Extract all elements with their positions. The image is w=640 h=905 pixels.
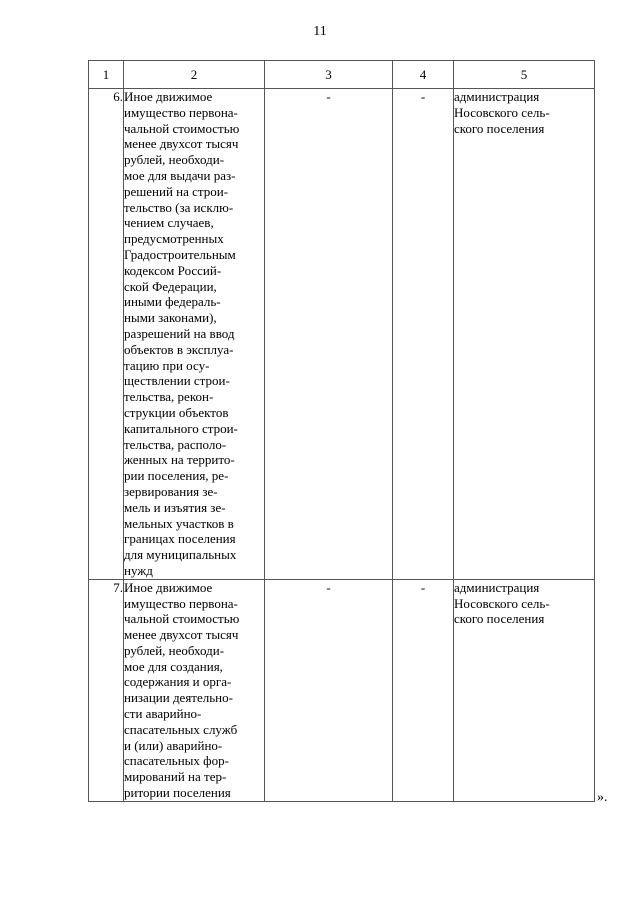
- row-number: 6.: [89, 89, 124, 580]
- table-header-row: [89, 61, 595, 89]
- column-header-2: 2: [124, 61, 265, 89]
- owner-cell: администрация Носовского сель- ского поселения: [454, 89, 595, 580]
- property-description: Иное движимое имущество первона- чальной стоимостью менее двухсот тысяч рублей, необходи- мое для выдачи раз- решений на строи- тельство (за исклю- чением случаев, предусмотренных Градостроительным кодексом Россий- ской Федерации, иными федераль- ными законами), разрешений на ввод объектов в эксплуа- тацию при осу- ществлении строи- тельства, рекон- струкции объектов капитального строи- тельства, располо- женных на террито- рии поселения, ре- зервирования зе- мель и изъятия зе- мельных участков в границах поселения для муниципальных нужд: [124, 89, 265, 580]
- table-row: [89, 89, 595, 580]
- property-table: [88, 60, 595, 802]
- closing-quote-mark: ».: [597, 790, 608, 805]
- owner-cell: администрация Носовского сель- ского поселения: [454, 579, 595, 801]
- column-header-5: 5: [454, 61, 595, 89]
- page-number: 11: [313, 24, 327, 39]
- cell-col4: -: [393, 579, 454, 801]
- cell-col3: -: [265, 579, 393, 801]
- table-row: [89, 579, 595, 801]
- column-header-1: 1: [89, 61, 124, 89]
- cell-col3: -: [265, 89, 393, 580]
- property-description: Иное движимое имущество первона- чальной стоимостью менее двухсот тысяч рублей, необходи- мое для создания, содержания и орга- низации деятельно- сти аварийно- спасательных служб и (или) аварийно- спасательных фор- мирований на тер- ритории поселения: [124, 579, 265, 801]
- cell-col4: -: [393, 89, 454, 580]
- column-header-4: 4: [393, 61, 454, 89]
- column-header-3: 3: [265, 61, 393, 89]
- row-number: 7.: [89, 579, 124, 801]
